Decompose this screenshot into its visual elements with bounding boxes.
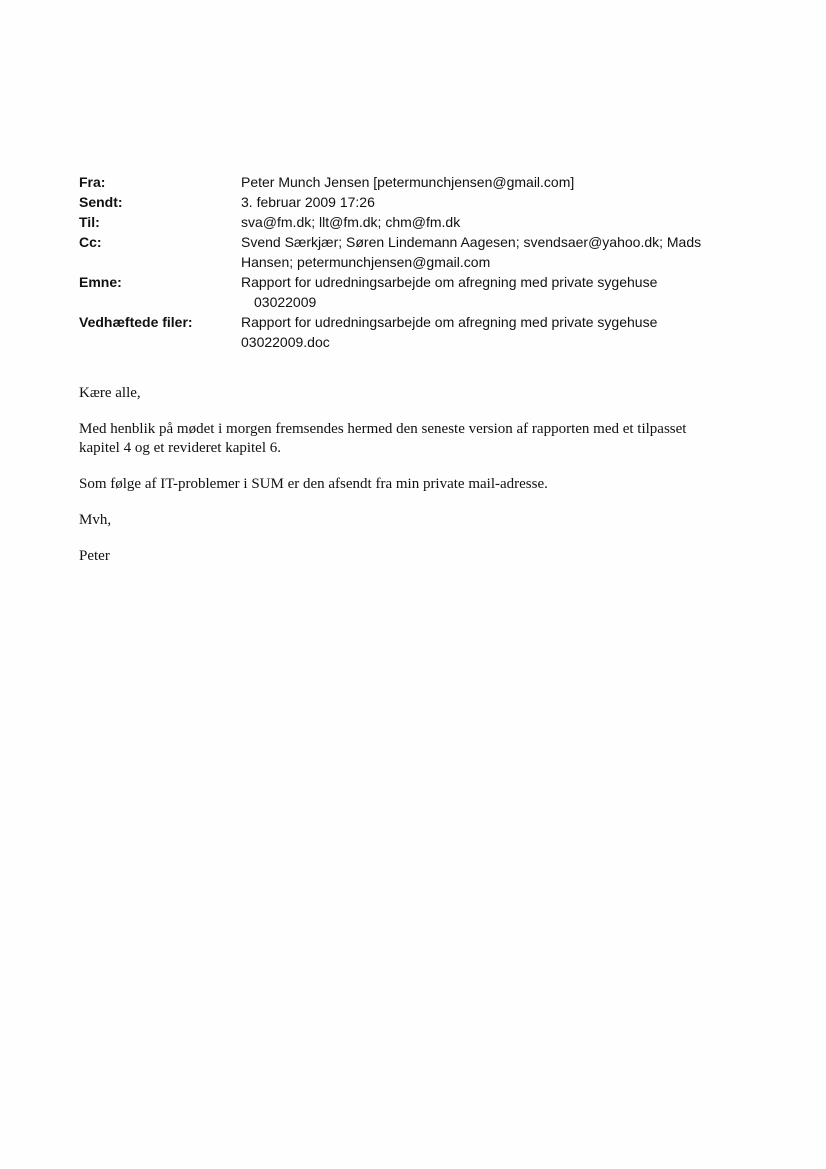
from-value: Peter Munch Jensen [petermunchjensen@gmail.com]: [241, 174, 575, 190]
from-label: Fra:: [79, 174, 106, 190]
attachments-value: [241, 312, 741, 352]
closing: Mvh,: [79, 512, 112, 528]
body-paragraph-1-line2: kapitel 4 og et revideret kapitel 6.: [79, 440, 282, 456]
header-row-cc: [79, 232, 779, 272]
subject-value-line2: 03022009: [254, 294, 317, 310]
cc-value-line1: Svend Særkjær; Søren Lindemann Aagesen; svendsaer@yahoo.dk; Mads: [241, 234, 702, 250]
header-row-from: [79, 172, 779, 192]
to-value: sva@fm.dk; llt@fm.dk; chm@fm.dk: [241, 214, 461, 230]
sent-value: 3. februar 2009 17:26: [241, 194, 375, 210]
body-paragraph-1-line1: Med henblik på mødet i morgen fremsendes hermed den seneste version af rapporten med et tilpasset: [79, 421, 687, 437]
attachments-label: Vedhæftede filer:: [79, 314, 193, 330]
header-row-attachments: [79, 312, 779, 352]
email-header: [79, 172, 779, 352]
header-row-subject: [79, 272, 779, 312]
cc-value: [241, 232, 741, 272]
signature: Peter: [79, 548, 110, 564]
attachment-name-line2: 03022009.doc: [241, 334, 330, 350]
sent-label: Sendt:: [79, 194, 123, 210]
to-label: Til:: [79, 214, 100, 230]
attachment-name-line1: Rapport for udredningsarbejde om afregning med private sygehuse: [241, 314, 658, 330]
subject-label: Emne:: [79, 274, 122, 290]
header-row-sent: [79, 192, 779, 212]
header-row-to: [79, 212, 779, 232]
email-body: [79, 384, 759, 583]
subject-value-line1: Rapport for udredningsarbejde om afregning med private sygehuse: [241, 274, 658, 290]
cc-label: Cc:: [79, 234, 102, 250]
greeting: Kære alle,: [79, 385, 141, 401]
subject-value: [241, 272, 741, 312]
body-paragraph-2: Som følge af IT-problemer i SUM er den afsendt fra min private mail-adresse.: [79, 476, 548, 492]
cc-value-line2: Hansen; petermunchjensen@gmail.com: [241, 254, 491, 270]
body-paragraph-1: [79, 420, 759, 458]
